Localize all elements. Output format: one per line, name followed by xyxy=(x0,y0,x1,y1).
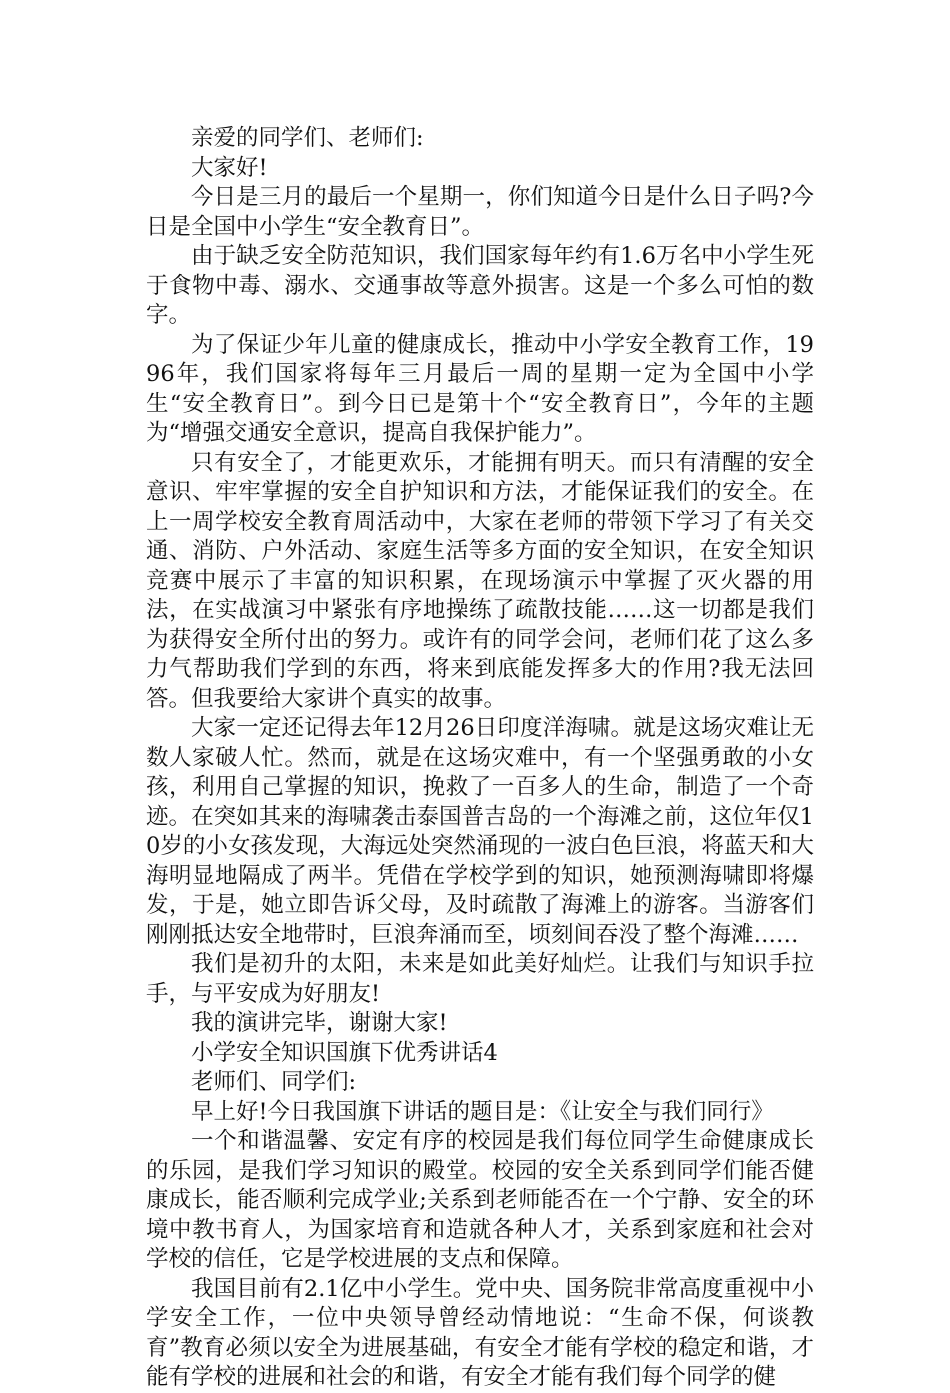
paragraph: 只有安全了，才能更欢乐，才能拥有明天。而只有清醒的安全意识、牢牢掌握的安全自护知识和方法，才能保证我们的安全。在上一周学校安全教育周活动中，大家在老师的带领下学习了有关交通、消防、户外活动、家庭生活等多方面的安全知识，在安全知识竞赛中展示了丰富的知识积累，在现场演示中掌握了灭火器的用法，在实战演习中紧张有序地操练了疏散技能……这一切都是我们为获得安全所付出的努力。或许有的同学会问，老师们花了这么多力气帮助我们学到的东西，将来到底能发挥多大的作用?我无法回答。但我要给大家讲个真实的故事。 xyxy=(146,449,814,712)
closing-line: 我的演讲完毕，谢谢大家! xyxy=(191,1010,448,1036)
paragraph: 一个和谐温馨、安定有序的校园是我们每位同学生命健康成长的乐园，是我们学习知识的殿堂。校园的安全关系到同学们能否健康成长，能否顺利完成学业;关系到老师能否在一个宁静、安全的环境中教书育人，为国家培育和造就各种人才，关系到家庭和社会对学校的信任，它是学校进展的支点和保障。 xyxy=(146,1128,814,1272)
document-body xyxy=(146,124,814,1393)
salutation: 亲爱的同学们、老师们: xyxy=(191,125,424,151)
paragraph: 为了保证少年儿童的健康成长，推动中小学安全教育工作，1996年，我们国家将每年三月最后一周的星期一定为全国中小学生“安全教育日”。到今日已是第十个“安全教育日”，今年的主题为“增强交通安全意识，提高自我保护能力”。 xyxy=(146,331,814,446)
paragraph: 大家一定还记得去年12月26日印度洋海啸。就是这场灾难让无数人家破人忙。然而，就是在这场灾难中，有一个坚强勇敢的小女孩，利用自己掌握的知识，挽救了一百多人的生命，制造了一个奇迹。在突如其来的海啸袭击泰国普吉岛的一个海滩之前，这位年仅10岁的小女孩发现，大海远处突然涌现的一波白色巨浪，将蓝天和大海明显地隔成了两半。凭借在学校学到的知识，她预测海啸即将爆发，于是，她立即告诉父母，及时疏散了海滩上的游客。当游客们刚刚抵达安全地带时，巨浪奔涌而至，顷刻间吞没了整个海滩…… xyxy=(146,715,814,948)
salutation: 老师们、同学们: xyxy=(191,1069,357,1095)
paragraph: 由于缺乏安全防范知识，我们国家每年约有1.6万名中小学生死于食物中毒、溺水、交通事故等意外损害。这是一个多么可怕的数字。 xyxy=(146,243,814,328)
greeting: 早上好!今日我国旗下讲话的题目是：《让安全与我们同行》 xyxy=(191,1098,774,1125)
paragraph: 今日是三月的最后一个星期一，你们知道今日是什么日子吗?今日是全国中小学生“安全教育日”。 xyxy=(146,184,814,240)
greeting: 大家好! xyxy=(191,154,268,181)
section-title: 小学安全知识国旗下优秀讲话4 xyxy=(191,1039,498,1066)
paragraph: 我国目前有2.1亿中小学生。党中央、国务院非常高度重视中小学安全工作，一位中央领导曾经动情地说：“生命不保，何谈教育”教育必须以安全为进展基础，有安全才能有学校的稳定和谐，才能有学校的进展和社会的和谐，有安全才能有我们每个同学的健 xyxy=(146,1275,814,1390)
paragraph: 我们是初升的太阳，未来是如此美好灿烂。让我们与知识手拉手，与平安成为好朋友! xyxy=(146,951,814,1007)
